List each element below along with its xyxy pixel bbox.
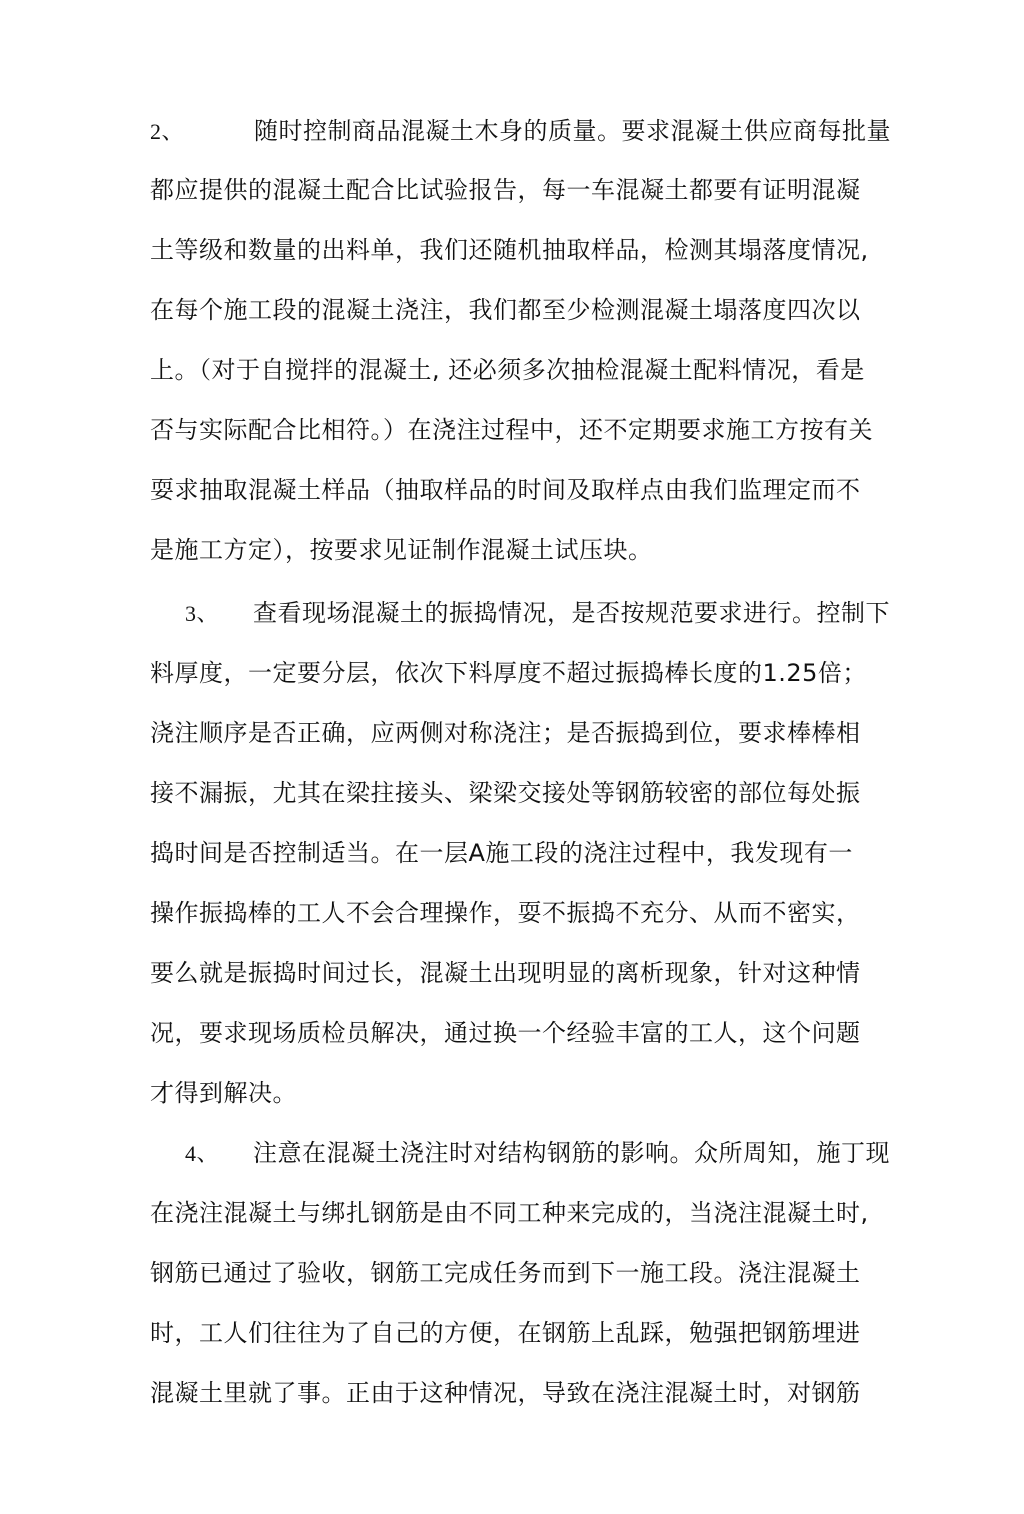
- paragraph-3-number: 3、: [185, 601, 220, 626]
- paragraph-4-number: 4、: [185, 1141, 220, 1166]
- paragraph-3-line-8: 况，要求现场质检员解决，通过换一个经验丰富的工人，这个问题: [150, 1019, 861, 1047]
- paragraph-2-text-1: 随时控制商品混凝土木身的质量。要求混凝土供应商每批量: [254, 117, 892, 145]
- paragraph-2-line-1: [150, 116, 891, 147]
- paragraph-3-line-9: 才得到解决。: [150, 1079, 297, 1107]
- paragraph-2-line-2: 都应提供的混凝土配合比试验报告，每一车混凝土都要有证明混凝: [150, 176, 861, 204]
- paragraph-3-line-2: 料厚度，一定要分层，依次下料厚度不超过振捣棒长度的1.25倍；: [150, 659, 867, 687]
- paragraph-4-line-2: 在浇注混凝土与绑扎钢筋是由不同工种来完成的，当浇注混凝土时,: [150, 1199, 869, 1227]
- paragraph-2-line-7: 耍求抽取混凝土样品（抽取样品的时间及取样点由我们监理定而不: [150, 476, 861, 504]
- paragraph-2-line-5: 上。（对于自搅拌的混凝土, 还必须多次抽检混凝土配料情况，看是: [150, 356, 865, 384]
- paragraph-2-line-8: 是施工方定），按要求见证制作混凝土试压块。: [150, 536, 653, 564]
- paragraph-3-text-1: 查看现场混凝土的振捣情况，是否按规范要求进行。控制下: [253, 599, 891, 627]
- paragraph-2-line-4: 在每个施工段的混凝土浇注，我们都至少检测混凝土塌落度四次以: [150, 296, 861, 324]
- paragraph-4-line-1: [185, 1138, 890, 1169]
- paragraph-3-line-7: 要么就是振捣时间过长，混凝土出现明显的离析现象，针对这种情: [150, 959, 861, 987]
- paragraph-4-text-1: 注意在混凝土浇注时对结构钢筋的影响。众所周知，施丁现: [253, 1139, 891, 1167]
- paragraph-2-line-3: 土等级和数量的出料单，我们还随机抽取样品，检测其塌落度情况,: [150, 236, 869, 264]
- paragraph-3-line-3: 浇注顺序是否正确，应两侧对称浇注；是否振捣到位，要求棒棒相: [150, 719, 861, 747]
- paragraph-2-line-6: 否与实际配合比相符。）在浇注过程中，还不定期要求施工方按有关: [150, 416, 873, 444]
- paragraph-3-line-1: [185, 598, 890, 629]
- paragraph-3-line-4: 接不漏振，尤其在梁拄接头、梁梁交接处等钢筋较密的部位每处振: [150, 779, 861, 807]
- paragraph-4-line-5: 混凝土里就了事。正由于这种情况，导致在浇注混凝土时，对钢筋: [150, 1379, 861, 1407]
- paragraph-4-line-4: 时，工人们往往为了自己的方便，在钢筋上乱踩，勉强把钢筋埋进: [150, 1319, 861, 1347]
- paragraph-3-line-5: 捣时间是否控制适当。在一层A施工段的浇注过程中，我发现有一: [150, 839, 853, 867]
- paragraph-4-line-3: 钢筋已通过了验收，钢筋工完成任务而到下一施工段。浇注混凝土: [150, 1259, 861, 1287]
- paragraph-3-line-6: 操作振捣棒的工人不会合理操作，耍不振捣不充分、从而不密实，: [150, 899, 861, 927]
- paragraph-2-number: 2、: [150, 119, 185, 144]
